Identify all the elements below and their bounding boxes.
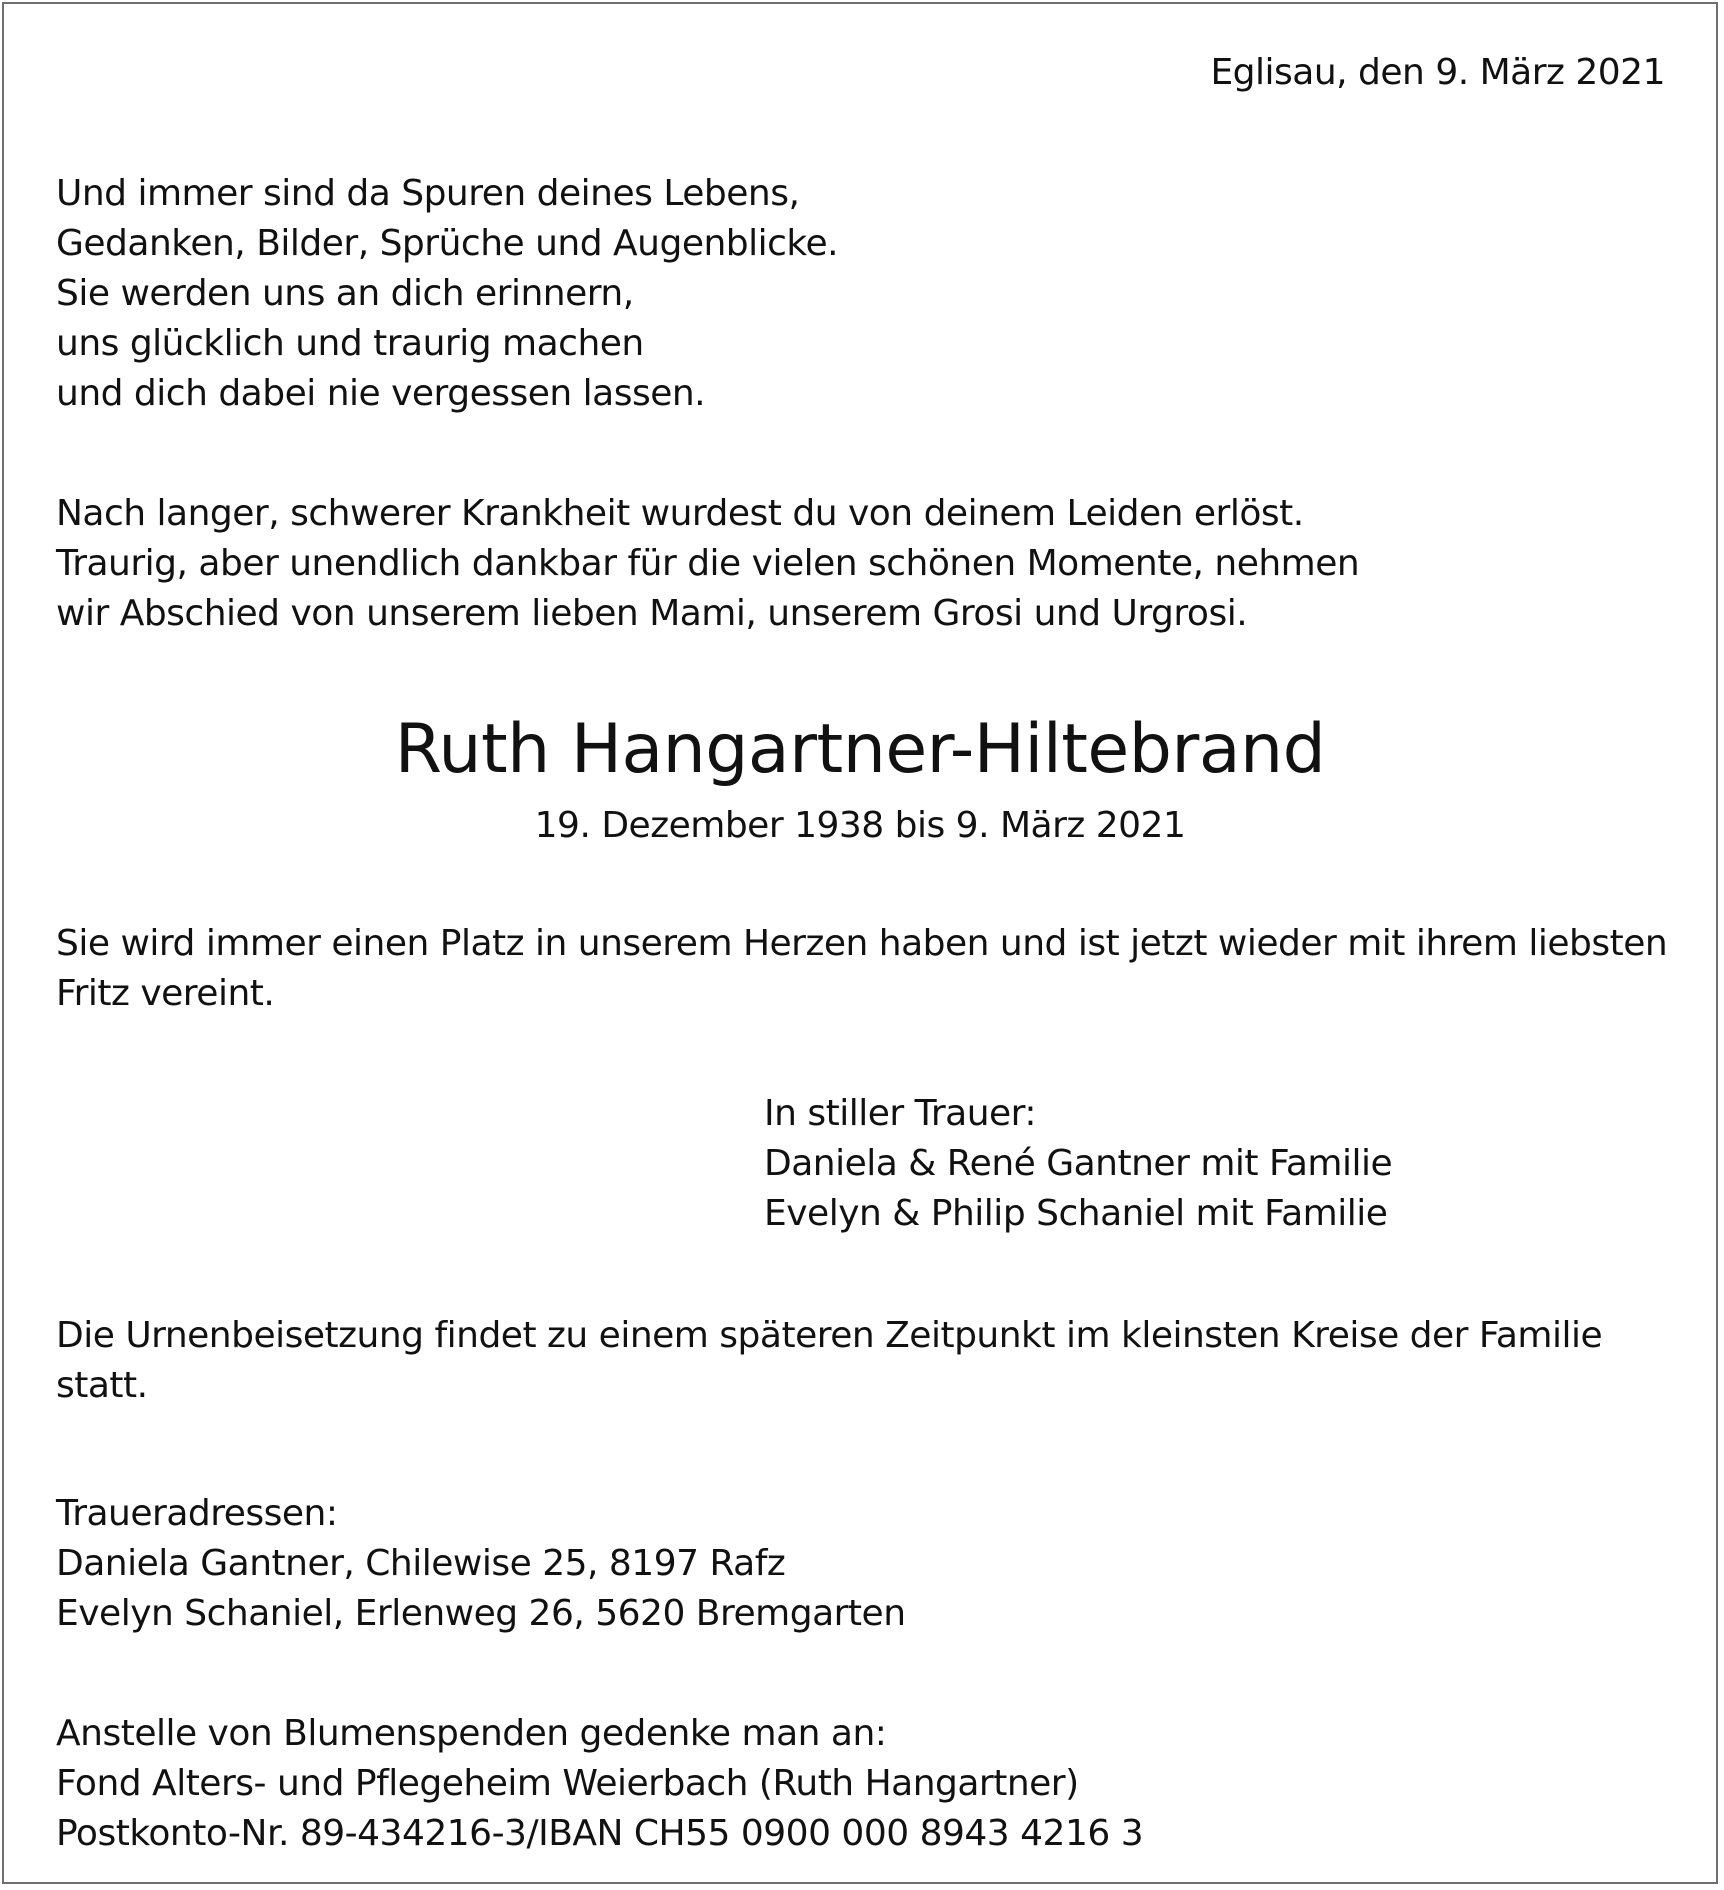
deceased-name: Ruth Hangartner-Hiltebrand [394,710,1326,789]
remembrance-paragraph [56,919,1667,1019]
address-entry: Evelyn Schaniel, Erlenweg 26, 5620 Bremgarten [56,1593,906,1634]
donation-info [56,1709,1143,1859]
poem-line: Und immer sind da Spuren deines Lebens, [56,173,800,214]
burial-line: Die Urnenbeisetzung findet zu einem späteren Zeitpunkt im kleinsten Kreise der Familie [56,1315,1603,1356]
remembrance-line: Fritz vereint. [56,973,275,1014]
donations-heading: Anstelle von Blumenspenden gedenke man an: [56,1713,887,1754]
condolence-addresses [56,1489,906,1639]
lifespan: 19. Dezember 1938 bis 9. März 2021 [534,805,1186,846]
mourner-family: Evelyn & Philip Schaniel mit Familie [764,1193,1388,1234]
poem-line: Gedanken, Bilder, Sprüche und Augenblicke. [56,223,839,264]
intro-line: Nach langer, schwerer Krankheit wurdest du von deinem Leiden erlöst. [56,493,1304,534]
intro-line: Traurig, aber unendlich dankbar für die vielen schönen Momente, nehmen [56,543,1360,584]
addresses-heading: Traueradressen: [56,1493,338,1534]
poem-line: uns glücklich und traurig machen [56,323,644,364]
place-date: Eglisau, den 9. März 2021 [1210,52,1665,93]
donation-account: Postkonto-Nr. 89-434216-3/IBAN CH55 0900 000 8943 4216 3 [56,1813,1144,1854]
remembrance-line: Sie wird immer einen Platz in unserem Herzen haben und ist jetzt wieder mit ihrem liebsten [56,923,1668,964]
burial-notice [56,1311,1602,1411]
obituary-frame [2,2,1718,1884]
poem [56,169,838,419]
mourners-heading: In stiller Trauer: [764,1093,1036,1134]
poem-line: Sie werden uns an dich erinnern, [56,273,634,314]
intro-paragraph [56,489,1359,639]
donation-fund: Fond Alters- und Pflegeheim Weierbach (Ruth Hangartner) [56,1763,1079,1804]
mourner-family: Daniela & René Gantner mit Familie [764,1143,1393,1184]
mourners-block [764,1089,1392,1239]
address-entry: Daniela Gantner, Chilewise 25, 8197 Rafz [56,1543,786,1584]
intro-line: wir Abschied von unserem lieben Mami, unserem Grosi und Urgrosi. [56,593,1248,634]
burial-line: statt. [56,1365,148,1406]
poem-line: und dich dabei nie vergessen lassen. [56,373,706,414]
